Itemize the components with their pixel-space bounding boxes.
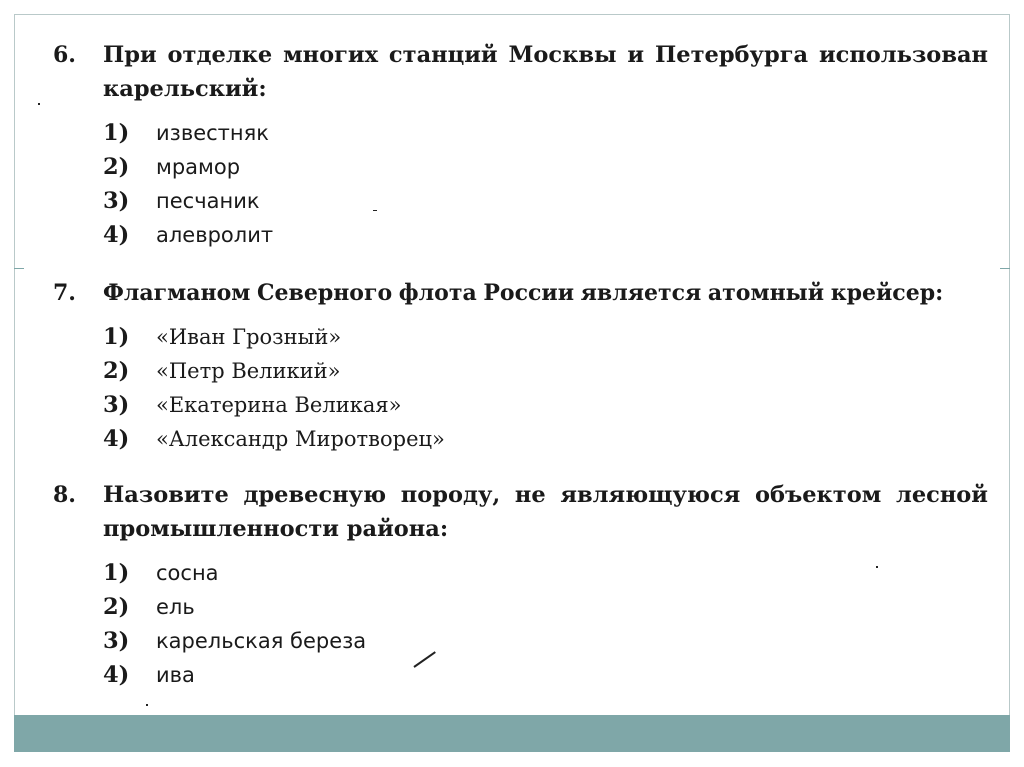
option-text: мрамор <box>156 155 241 179</box>
option-text: алевролит <box>156 223 274 247</box>
option-3[interactable] <box>103 624 993 658</box>
option-2[interactable] <box>103 354 993 388</box>
option-number: 1) <box>103 324 130 350</box>
question-text: Флагманом Северного флота России является атомный крейсер: <box>103 280 944 306</box>
option-number: 1) <box>103 560 130 586</box>
option-text: «Иван Грозный» <box>156 325 342 349</box>
answer-options <box>103 320 993 456</box>
option-number: 2) <box>103 154 130 180</box>
question-8 <box>53 478 993 692</box>
question-number: 6. <box>53 42 76 68</box>
option-number: 3) <box>103 188 130 214</box>
option-number: 1) <box>103 120 130 146</box>
right-tick-mark <box>1000 268 1010 269</box>
option-text: ива <box>156 663 195 687</box>
question-6 <box>53 38 993 252</box>
option-2[interactable] <box>103 150 993 184</box>
option-number: 4) <box>103 426 130 452</box>
option-text: известняк <box>156 121 269 145</box>
question-text: Назовите древесную породу, не являющуюся объектом лесной промышленности района: <box>103 482 988 542</box>
option-text: песчаник <box>156 189 260 213</box>
scan-speck <box>876 566 878 568</box>
option-text: сосна <box>156 561 219 585</box>
option-1[interactable] <box>103 116 993 150</box>
option-number: 4) <box>103 222 130 248</box>
scan-speck <box>38 103 40 105</box>
bottom-accent-band <box>14 715 1010 752</box>
option-text: «Петр Великий» <box>156 359 341 383</box>
option-text: ель <box>156 595 195 619</box>
question-number: 8. <box>53 482 76 508</box>
answer-options <box>103 116 993 252</box>
option-3[interactable] <box>103 184 993 218</box>
option-4[interactable] <box>103 422 993 456</box>
question-7 <box>53 276 993 456</box>
option-number: 4) <box>103 662 130 688</box>
option-2[interactable] <box>103 590 993 624</box>
option-number: 2) <box>103 594 130 620</box>
scan-speck <box>146 704 148 706</box>
option-1[interactable] <box>103 320 993 354</box>
option-number: 3) <box>103 392 130 418</box>
option-4[interactable] <box>103 218 993 252</box>
question-text: При отделке многих станций Москвы и Петербурга использован карельский: <box>103 42 988 102</box>
option-number: 2) <box>103 358 130 384</box>
option-number: 3) <box>103 628 130 654</box>
option-3[interactable] <box>103 388 993 422</box>
left-tick-mark <box>14 268 24 269</box>
option-text: карельская береза <box>156 629 367 653</box>
option-4[interactable] <box>103 658 993 692</box>
option-1[interactable] <box>103 556 993 590</box>
scan-speck <box>373 210 377 211</box>
question-number: 7. <box>53 280 76 306</box>
option-text: «Екатерина Великая» <box>156 393 402 417</box>
option-text: «Александр Миротворец» <box>156 427 445 451</box>
answer-options <box>103 556 993 692</box>
